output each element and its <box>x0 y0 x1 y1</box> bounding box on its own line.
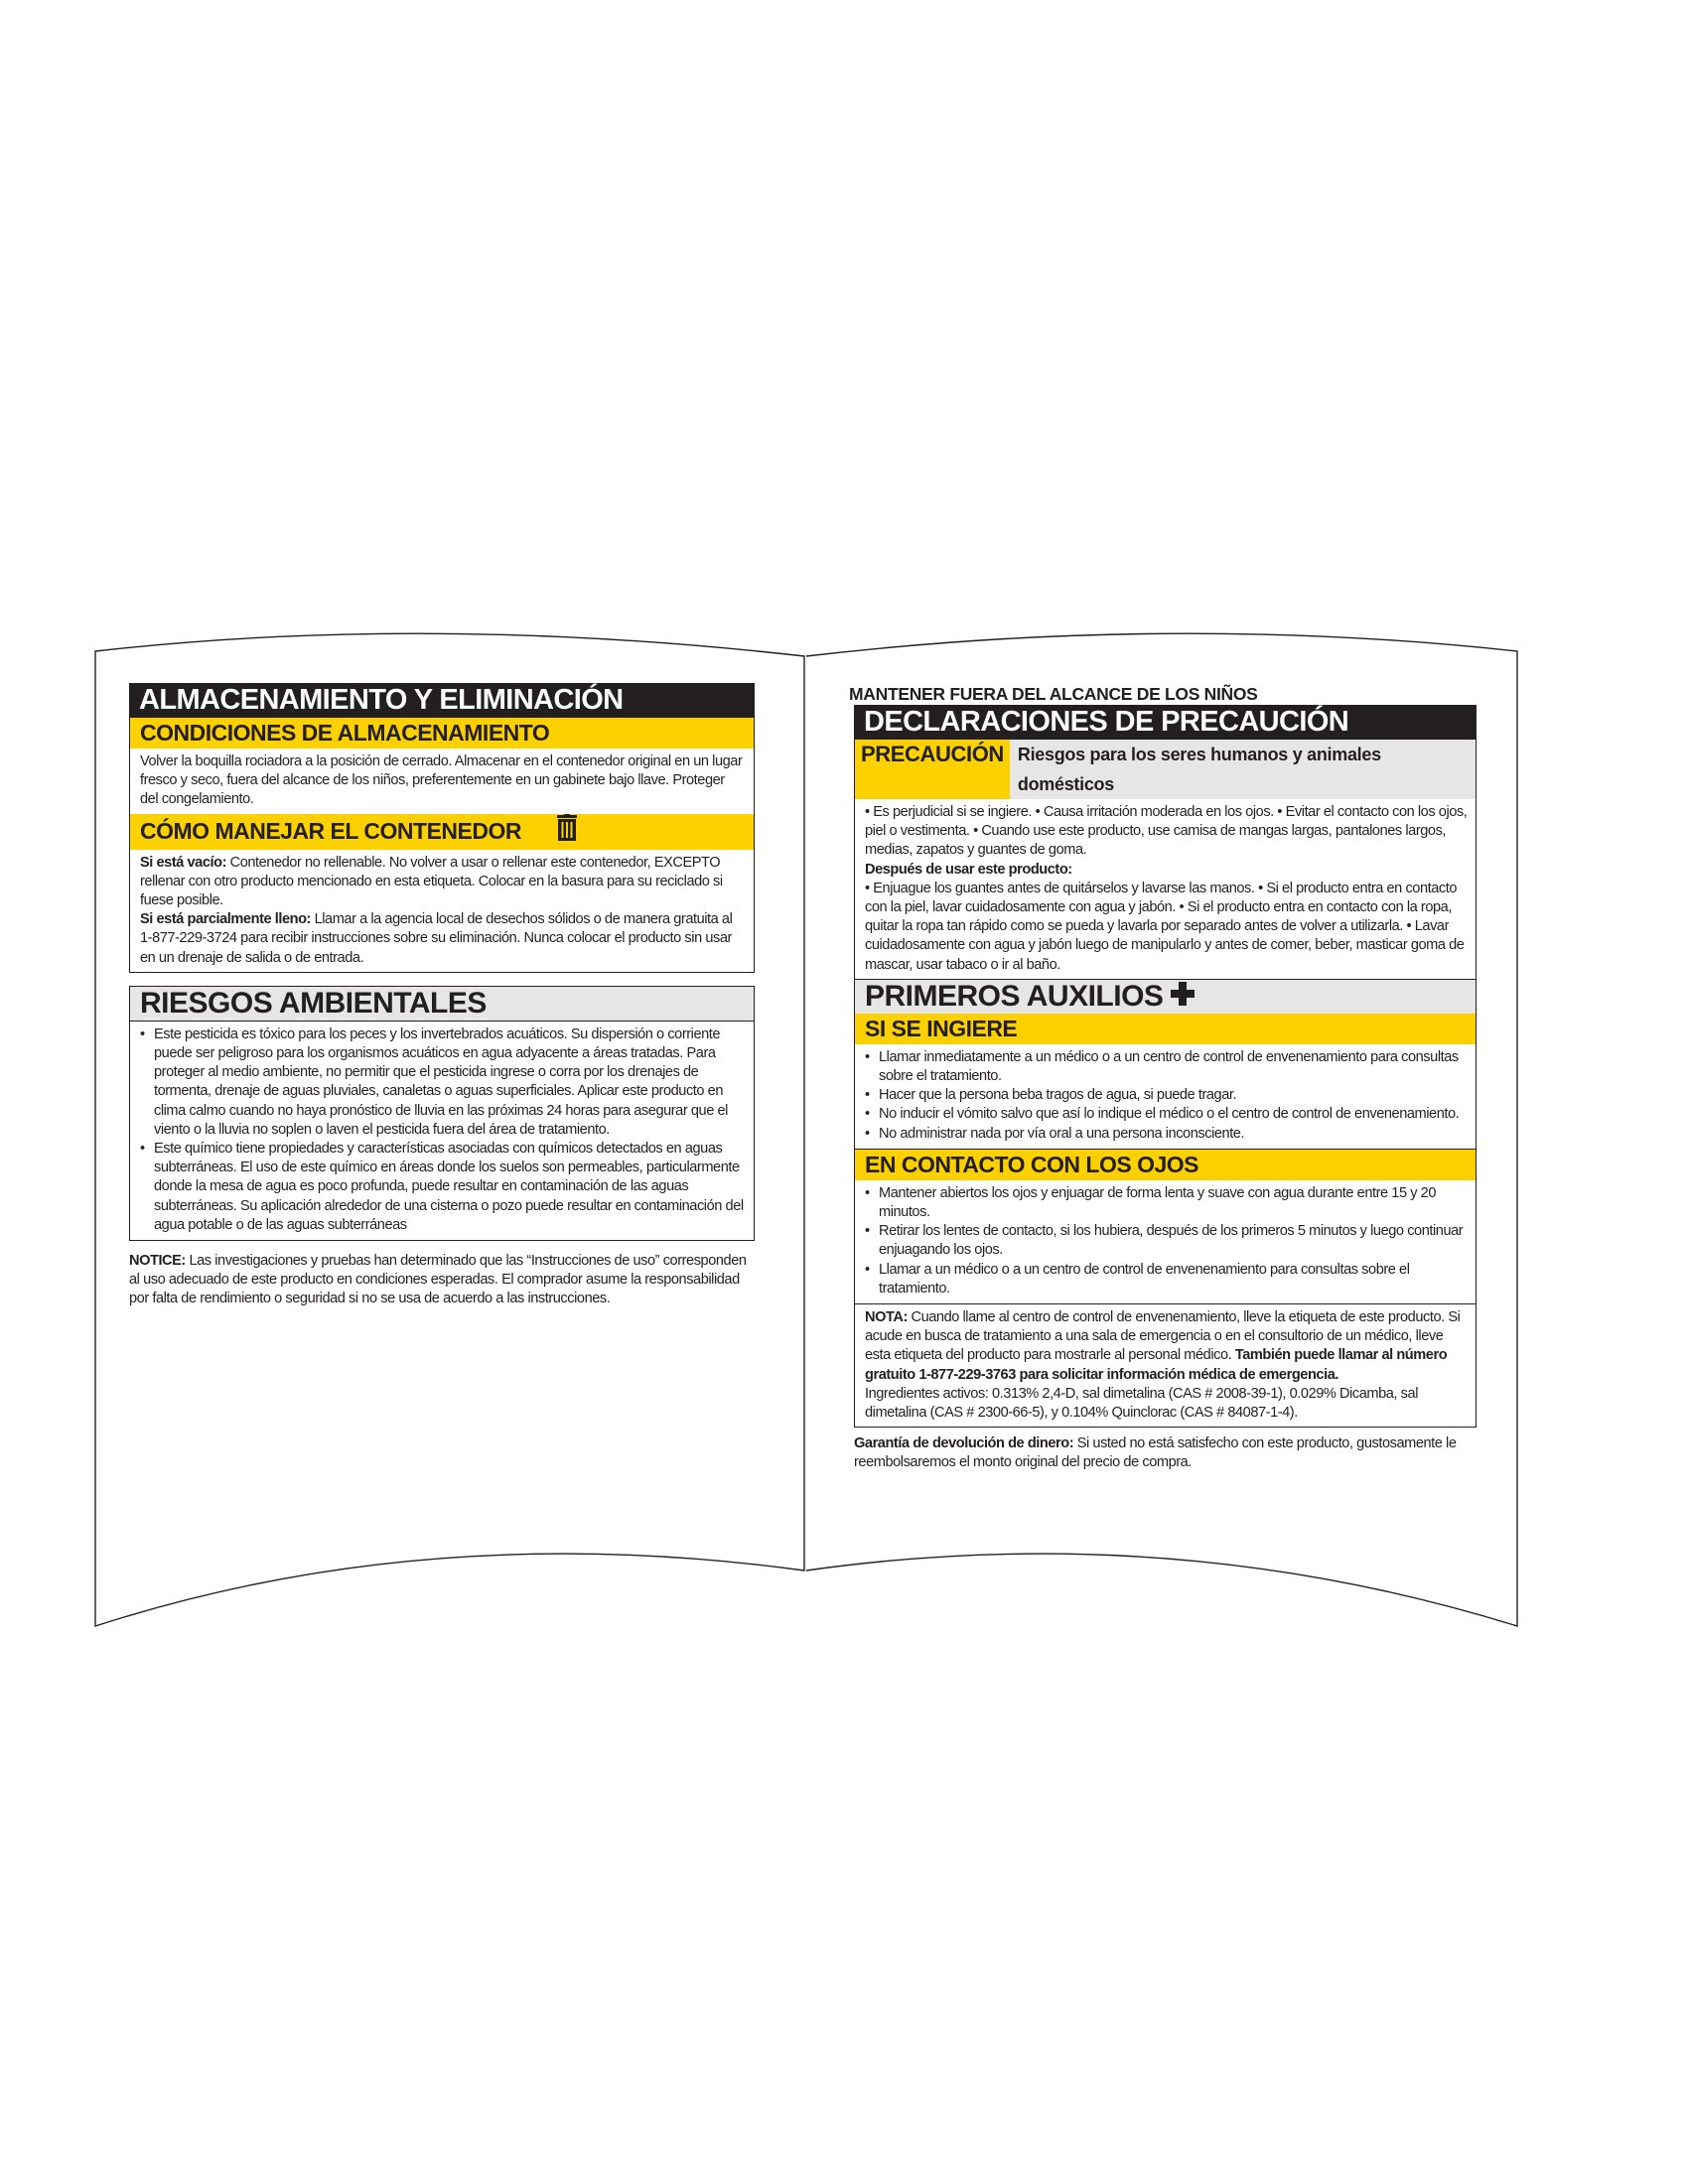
guarantee-label: Garantía de devolución de dinero: <box>854 1435 1074 1452</box>
after-use-label: Después de usar este producto: <box>865 861 1072 878</box>
container-partial-paragraph <box>140 910 746 968</box>
eye-contact-item-2: • Retirar los lentes de contacto, si los hubiera, después de los primeros 5 minutos y luego continuar enjuagando los ojos. <box>865 1222 1468 1260</box>
environmental-hazards-heading: RIESGOS AMBIENTALES <box>130 987 754 1022</box>
signal-word-row <box>855 740 1476 799</box>
first-aid-heading <box>855 979 1476 1014</box>
if-swallowed-heading: SI SE INGIERE <box>855 1014 1476 1044</box>
note-label: NOTA: <box>865 1309 908 1326</box>
trash-can-icon <box>555 814 579 850</box>
note-emergency-number: También puede llamar al número gratuito 1-877-229-3763 para solicitar información médica de emergencia. <box>865 1347 1448 1383</box>
hazards-subtitle: Riesgos para los seres humanos y animales domésticos <box>1017 745 1381 794</box>
right-panel <box>849 683 1477 1473</box>
first-aid-cross-icon <box>1171 980 1195 1014</box>
precautionary-statements-heading: DECLARACIONES DE PRECAUCIÓN <box>854 705 1477 740</box>
eye-contact-item-3: • Llamar a un médico o a un centro de control de envenenamiento para consultas sobre el tratamiento. <box>865 1261 1468 1298</box>
storage-disposal-heading: ALMACENAMIENTO Y ELIMINACIÓN <box>129 683 755 718</box>
active-ingredients: Ingredientes activos: 0.313% 2,4-D, sal dimetalina (CAS # 2008-39-1), 0.029% Dicamba, sal dimetalina (CAS # 2300-66-5), y 0.104% Quinclorac (CAS # 84087-1-4). <box>865 1385 1418 1422</box>
eye-contact-heading: EN CONTACTO CON LOS OJOS <box>855 1149 1476 1180</box>
note-text: Cuando llame al centro de control de envenenamiento, lleve la etiqueta de este producto. Si acude en busca de tratamiento a una sala de emergencia o en el consultorio de un médico, lleve esta etiqueta del producto para mostrarle al personal médico. <box>865 1309 1461 1364</box>
container-partial-text: Llamar a la agencia local de desechos sólidos o de manera gratuita al 1-877-229-3724 para recibir instrucciones sobre su eliminación. Nunca colocar el producto sin usar en un drenaje de salida o de entrada. <box>140 911 733 966</box>
left-panel <box>129 683 755 1309</box>
container-partial-label: Si está parcialmente lleno: <box>140 911 311 928</box>
note-section <box>855 1303 1476 1427</box>
container-handling-heading <box>130 814 754 850</box>
environmental-hazard-item-1: • Este pesticida es tóxico para los peces y los invertebrados acuáticos. Su dispersión o corriente puede ser peligroso para los organismos acuáticos en agua adyacente a áreas tratadas. Para proteger al medio ambiente, no permitir que el pesticida ingrese o corra por los drenajes de tormenta, drenaje de aguas pluviales, canaletas o aguas superficiales. Aplicar este producto en clima calmo cuando no haya pronóstico de lluvia en las próximas 24 horas para asegurar que el viento o la lluvia no soplen o laven el pesticida fuera del área de tratamiento. <box>140 1025 746 1140</box>
if-swallowed-item-2: • Hacer que la persona beba tragos de agua, si puede tragar. <box>865 1086 1468 1105</box>
environmental-hazards-box <box>129 986 755 1241</box>
eye-contact-item-1: • Mantener abiertos los ojos y enjuagar de forma lenta y suave con agua durante entre 15 y 20 minutos. <box>865 1184 1468 1222</box>
if-swallowed-item-4: • No administrar nada por vía oral a una persona inconsciente. <box>865 1125 1468 1144</box>
if-swallowed-item-3: • No inducir el vómito salvo que así lo indique el médico o el centro de control de envenenamiento. <box>865 1105 1468 1124</box>
precaution-text-1: • Es perjudicial si se ingiere. • Causa irritación moderada en los ojos. • Evitar el contacto con los ojos, piel o vestimenta. • Cuando use este producto, use camisa de mangas largas, pantalones largos, medias, zapatos y guantes de goma. <box>865 804 1468 859</box>
guarantee-text: Si usted no está satisfecho con este producto, gustosamente le reembolsaremos el monto original del precio de compra. <box>854 1435 1457 1471</box>
notice-paragraph <box>129 1252 755 1309</box>
storage-conditions-heading: CONDICIONES DE ALMACENAMIENTO <box>130 718 754 749</box>
precaution-text-2: • Enjuague los guantes antes de quitárselos y lavarse las manos. • Si el producto entra en contacto con la piel, lavar cuidadosamente con agua y jabón. • Si el producto entra en contacto con la ropa, quitar la ropa tan rápido como se pueda y lavarla por separado antes de volver a utilizarla. • Lavar cuidadosamente con agua y jabón luego de manipularlo y antes de comer, beber, masticar goma de mascar, usar tabaco o ir al baño. <box>865 880 1465 973</box>
container-empty-label: Si está vacío: <box>140 854 226 871</box>
storage-conditions-text: Volver la boquilla rociadora a la posición de cerrado. Almacenar en el contenedor original en un lugar fresco y seco, fuera del alcance de los niños, preferentemente en un gabinete bajo llave. Proteger del congelamiento. <box>140 753 743 808</box>
note-paragraph <box>865 1308 1468 1385</box>
first-aid-title: PRIMEROS AUXILIOS <box>865 979 1164 1013</box>
precautionary-box <box>854 740 1477 1428</box>
signal-word: PRECAUCIÓN <box>855 740 1010 799</box>
keep-out-of-reach: MANTENER FUERA DEL ALCANCE DE LOS NIÑOS <box>849 684 1258 704</box>
container-empty-text: Contenedor no rellenable. No volver a usar o rellenar este contenedor, EXCEPTO rellenar con otro producto mencionado en esta etiqueta. Colocar en la basura para su reciclado si fuese posible. <box>140 854 723 909</box>
guarantee-paragraph <box>854 1434 1477 1472</box>
if-swallowed-item-1: • Llamar inmediatamente a un médico o a un centro de control de envenenamiento para consultas sobre el tratamiento. <box>865 1048 1468 1086</box>
storage-box <box>129 718 755 973</box>
container-handling-title: CÓMO MANEJAR EL CONTENEDOR <box>140 818 521 845</box>
notice-label: NOTICE: <box>129 1253 186 1270</box>
notice-text: Las investigaciones y pruebas han determinado que las “Instrucciones de uso” corresponden al uso adecuado de este producto en condiciones esperadas. El comprador asume la responsabilidad por falta de rendimiento o seguridad si no se usa de acuerdo a las instrucciones. <box>129 1253 747 1307</box>
environmental-hazard-item-2: • Este químico tiene propiedades y características asociadas con químicos detectados en aguas subterráneas. El uso de este químico en áreas donde los suelos son permeables, particularmente donde la mesa de agua es poco profunda, puede resultar en contaminación de las aguas subterráneas. Su aplicación alrededor de una cisterna o pozo puede resultar en contaminación del agua potable o de las aguas subterráneas <box>140 1140 746 1235</box>
container-empty-paragraph <box>140 854 746 911</box>
